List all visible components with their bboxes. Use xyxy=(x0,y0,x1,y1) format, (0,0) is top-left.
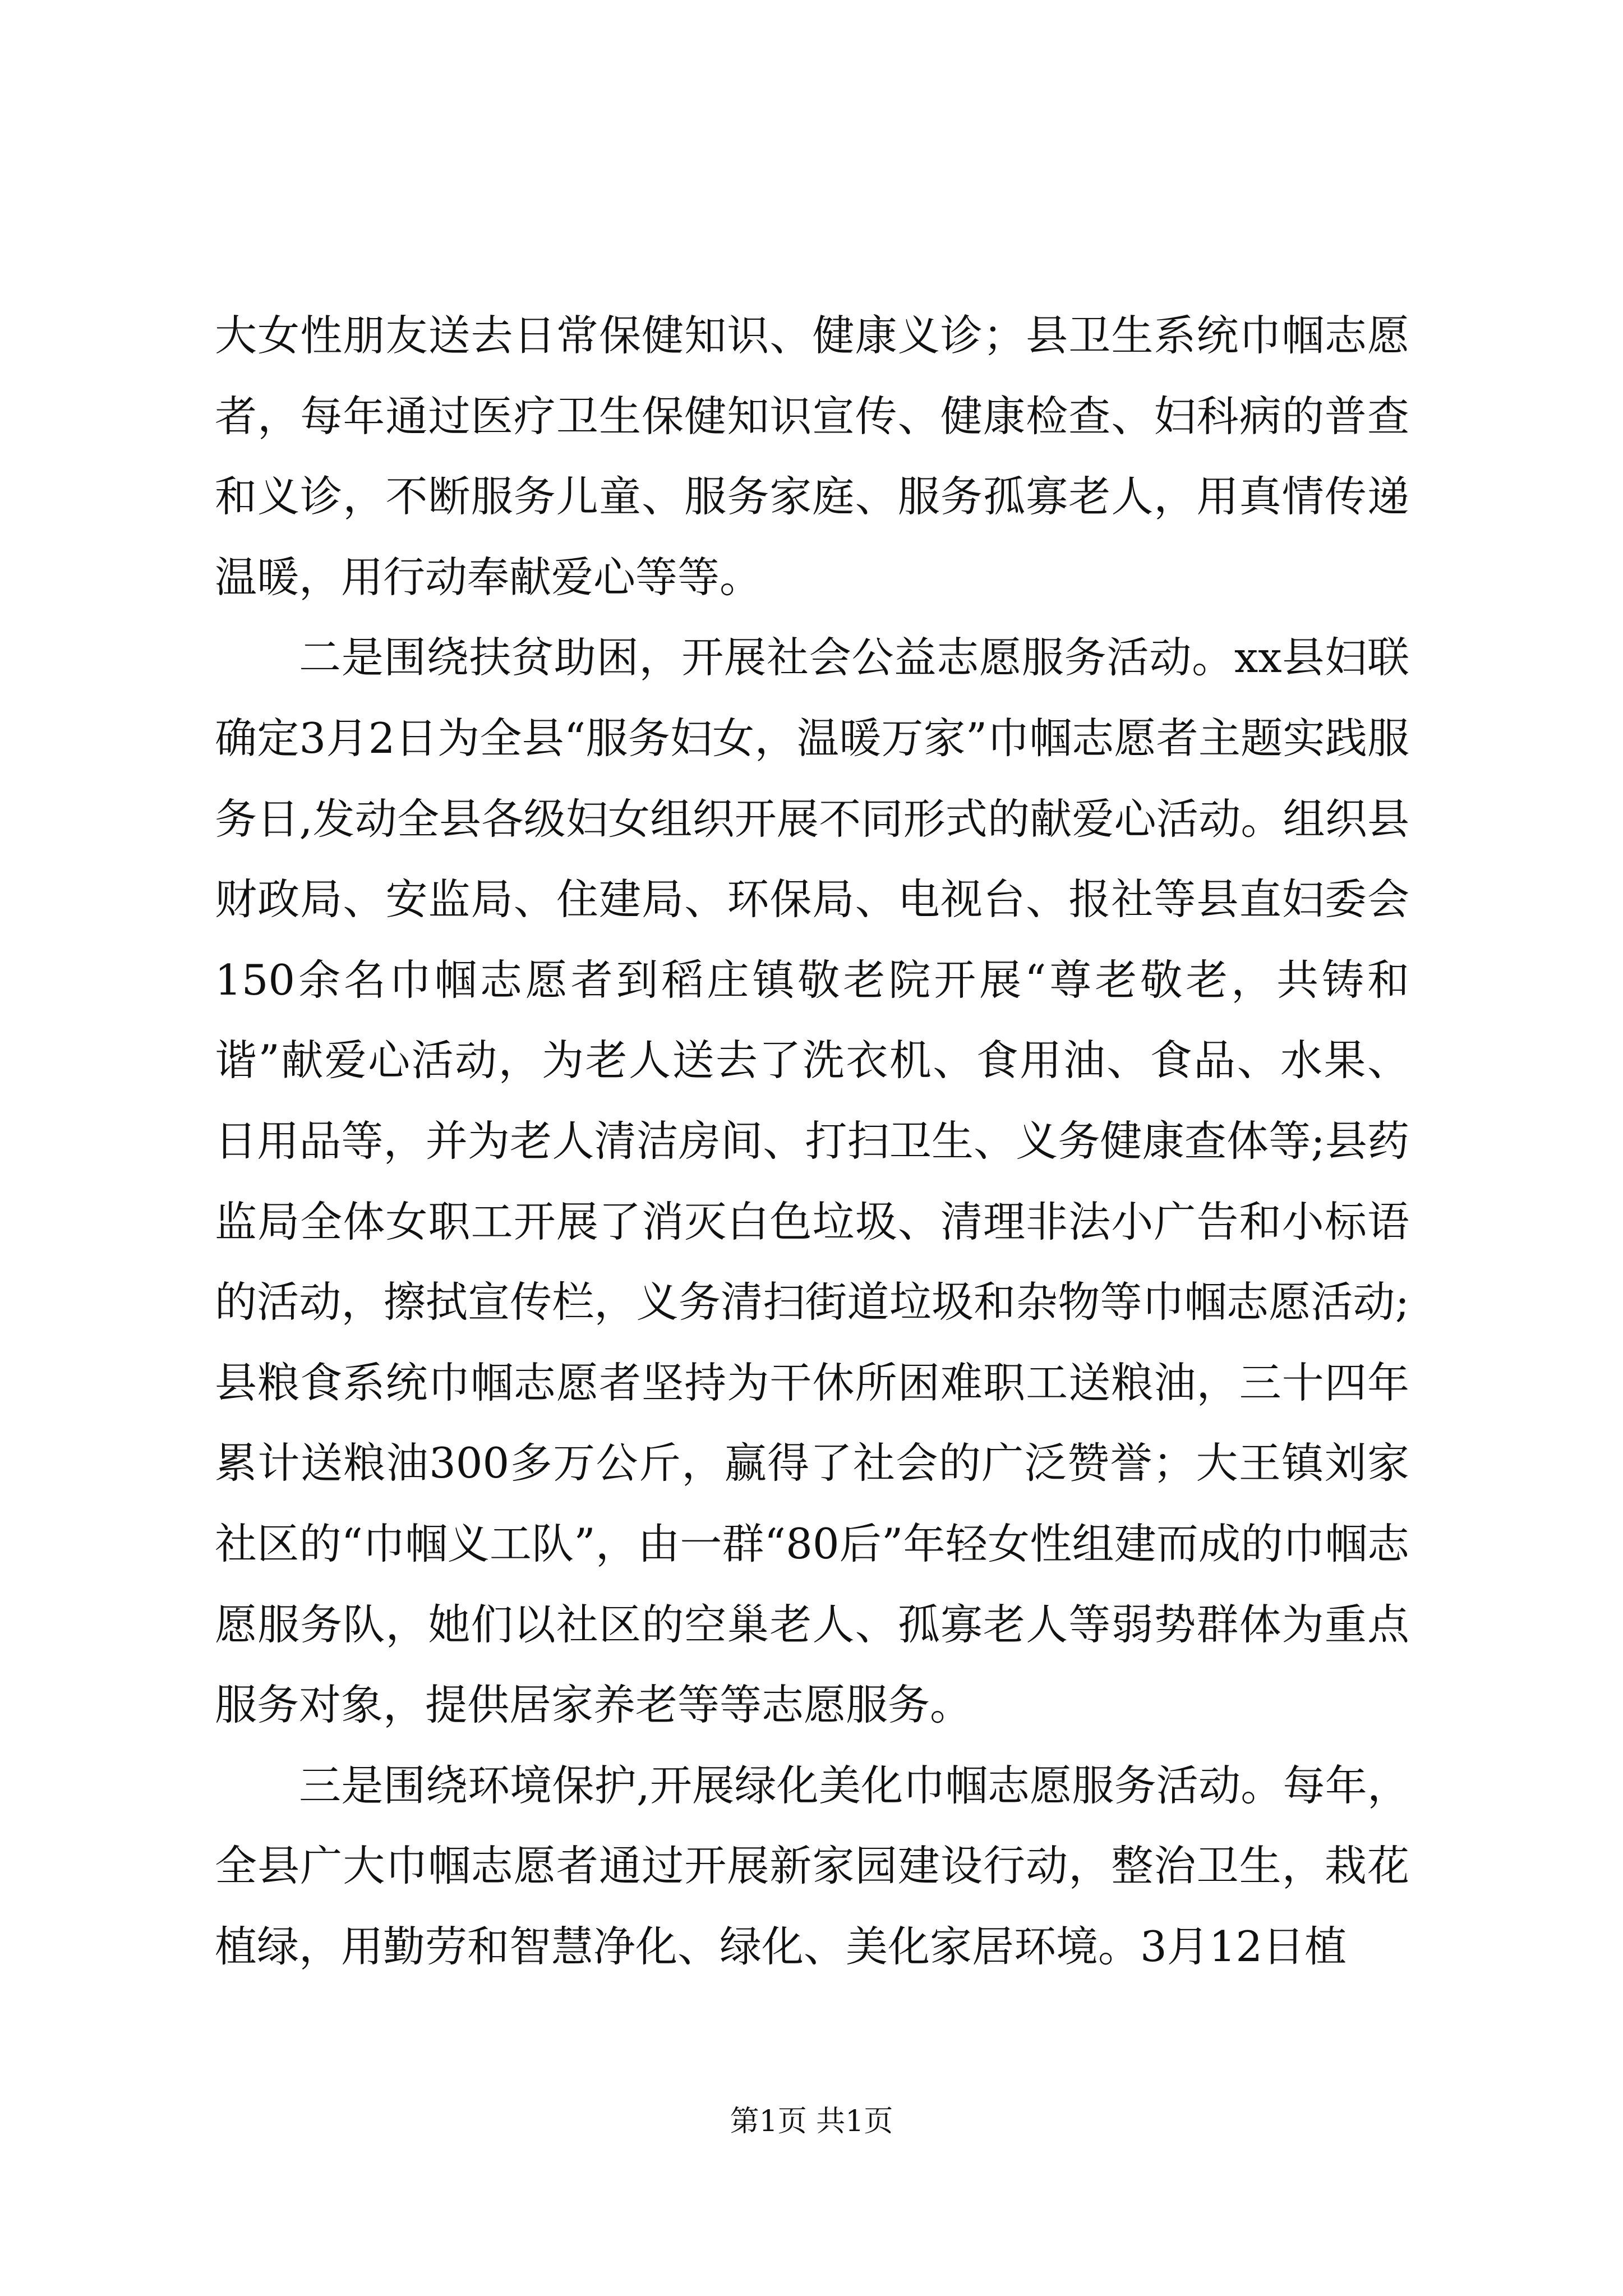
paragraph-3: 三是围绕环境保护,开展绿化美化巾帼志愿服务活动。每年，全县广大巾帼志愿者通过开展新家园建设行动，整治卫生，栽花植绿，用勤劳和智慧净化、绿化、美化家居环境。3月12日植 xyxy=(215,1760,1409,1971)
paragraph-2: 二是围绕扶贫助困，开展社会公益志愿服务活动。xx县妇联确定3月2日为全县“服务妇女，温暖万家”巾帼志愿者主题实践服务日,发动全县各级妇女组织开展不同形式的献爱心活动。组织县财政局、安监局、住建局、环保局、电视台、报社等县直妇委会150余名巾帼志愿者到稻庄镇敬老院开展“尊老敬老，共铸和谐”献爱心活动，为老人送去了洗衣机、食用油、食品、水果、日用品等，并为老人清洁房间、打扫卫生、义务健康查体等;县药监局全体女职工开展了消灭白色垃圾、清理非法小广告和小标语的活动，擦拭宣传栏，义务清扫街道垃圾和杂物等巾帼志愿活动;县粮食系统巾帼志愿者坚持为干休所困难职工送粮油，三十四年累计送粮油300多万公斤，赢得了社会的广泛赞誉；大王镇刘家社区的“巾帼义工队”，由一群“80后”年轻女性组建而成的巾帼志愿服务队，她们以社区的空巢老人、孤寡老人等弱势群体为重点服务对象，提供居家养老等等志愿服务。 xyxy=(215,633,1409,1730)
paragraph-1: 大女性朋友送去日常保健知识、健康义诊；县卫生系统巾帼志愿者，每年通过医疗卫生保健知识宣传、健康检查、妇科病的普查和义诊，不断服务儿童、服务家庭、服务孤寡老人，用真情传递温暖，用行动奉献爱心等等。 xyxy=(215,311,1409,602)
document-body xyxy=(215,296,1409,1987)
page-footer: 第1页 共1页 xyxy=(730,2105,893,2138)
